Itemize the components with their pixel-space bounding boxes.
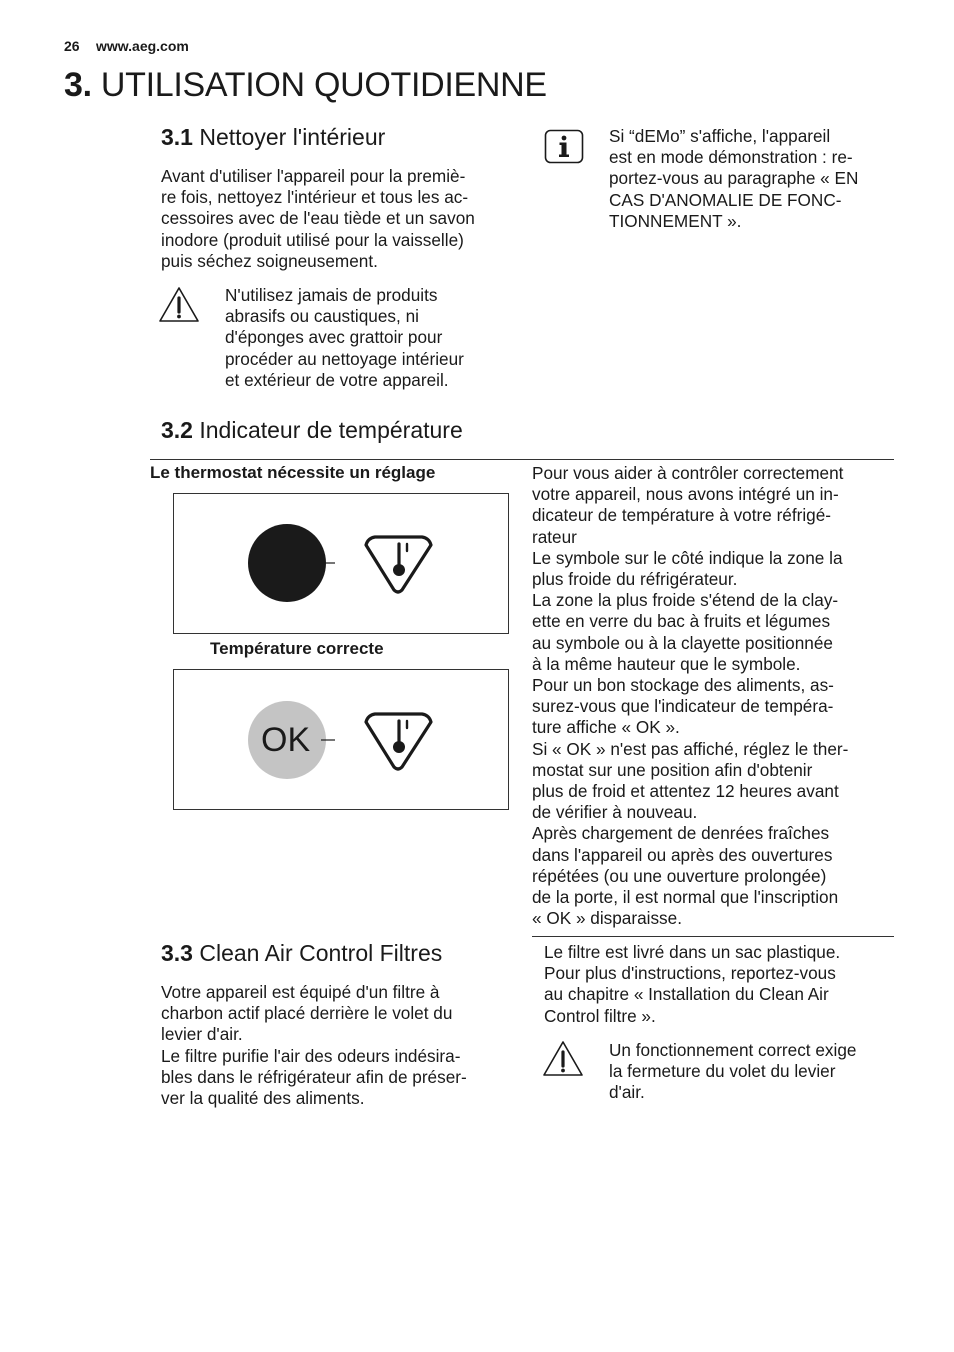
section-divider xyxy=(150,459,894,460)
chapter-title-text: UTILISATION QUOTIDIENNE xyxy=(100,66,547,104)
indicator-adjust-illustration xyxy=(174,494,510,635)
section-3-3-title: Clean Air Control Filtres xyxy=(199,940,443,966)
text-line: la fermeture du volet du levier xyxy=(609,1061,836,1082)
caption-adjust: Le thermostat nécessite un réglage xyxy=(150,463,436,482)
warning-icon xyxy=(542,1040,584,1078)
info-icon xyxy=(544,127,584,165)
section-3-1-text xyxy=(161,166,521,272)
text-line: Pour plus d'instructions, reportez-vous xyxy=(544,963,836,984)
chapter-number: 3. xyxy=(64,66,92,104)
indicator-figure-adjust xyxy=(173,493,509,634)
text-line: est en mode démonstration : re- xyxy=(609,147,853,168)
text-line: Pour un bon stockage des aliments, as- xyxy=(532,675,834,696)
text-line: La zone la plus froide s'étend de la clay- xyxy=(532,590,839,611)
text-line: Si “dEMo” s'affiche, l'appareil xyxy=(609,126,831,146)
info-note-text xyxy=(609,126,909,232)
chapter-title xyxy=(64,66,547,105)
text-line: votre appareil, nous avons intégré un in- xyxy=(532,484,839,505)
text-line: rateur xyxy=(532,526,577,547)
indicator-ok-illustration xyxy=(174,670,510,811)
text-line: d'éponges avec grattoir pour xyxy=(225,327,443,348)
text-line: Control filtre ». xyxy=(544,1005,656,1026)
section-3-2-title: Indicateur de température xyxy=(199,417,463,443)
text-line: levier d'air. xyxy=(161,1024,243,1045)
text-line: dans l'appareil ou après des ouvertures xyxy=(532,844,833,865)
section-3-1-number: 3.1 xyxy=(161,124,193,150)
text-line: mostat sur une position afin d'obtenir xyxy=(532,759,813,780)
text-line: d'air. xyxy=(609,1082,645,1103)
warning-icon xyxy=(158,286,200,324)
text-line: répétées (ou une ouverture prolongée) xyxy=(532,865,827,886)
text-line: plus de froid et attentez 12 heures avant xyxy=(532,781,839,802)
text-line: Pour vous aider à contrôler correctement xyxy=(532,463,844,483)
page-number: 26 xyxy=(64,38,80,54)
text-line: de la porte, il est normal que l'inscription xyxy=(532,887,839,908)
section-3-2-number: 3.2 xyxy=(161,417,193,443)
text-line: plus froide du réfrigérateur. xyxy=(532,569,738,590)
text-line: N'utilisez jamais de produits xyxy=(225,285,438,305)
section-divider xyxy=(532,936,894,937)
ok-label: OK xyxy=(261,721,311,759)
text-line: Votre appareil est équipé d'un filtre à xyxy=(161,982,440,1002)
text-line: Le filtre est livré dans un sac plastique. xyxy=(544,942,841,962)
text-line: « OK » disparaisse. xyxy=(532,908,682,929)
website-url[interactable]: www.aeg.com xyxy=(96,38,189,54)
text-line: Un fonctionnement correct exige xyxy=(609,1040,857,1060)
text-line: abrasifs ou caustiques, ni xyxy=(225,306,419,327)
text-line: cessoires avec de l'eau tiède et un savon xyxy=(161,208,475,229)
text-line: ture affiche « OK ». xyxy=(532,717,680,738)
text-line: au symbole ou à la clayette positionnée xyxy=(532,632,833,653)
text-line: charbon actif placé derrière le volet du xyxy=(161,1003,453,1024)
text-line: au chapitre « Installation du Clean Air xyxy=(544,984,829,1005)
text-line: re fois, nettoyez l'intérieur et tous les ac- xyxy=(161,187,469,208)
text-line: Si « OK » n'est pas affiché, réglez le ther- xyxy=(532,738,849,759)
text-line: inodore (produit utilisé pour la vaisselle) xyxy=(161,229,464,250)
text-line: de vérifier à nouveau. xyxy=(532,802,698,823)
section-3-1-warning xyxy=(225,285,525,391)
section-3-3-text-right xyxy=(544,942,904,1027)
text-line: Le filtre purifie l'air des odeurs indésira- xyxy=(161,1045,461,1066)
cold-zone-thermometer-icon xyxy=(366,537,431,592)
text-line: et extérieur de votre appareil. xyxy=(225,369,449,390)
section-3-3-heading xyxy=(161,940,442,967)
text-line: Après chargement de denrées fraîches xyxy=(532,823,830,844)
text-line: procéder au nettoyage intérieur xyxy=(225,348,464,369)
section-3-3-warning xyxy=(609,1040,909,1104)
text-line: Le symbole sur le côté indique la zone la xyxy=(532,547,843,568)
section-3-3-text-left xyxy=(161,982,521,1109)
text-line: surez-vous que l'indicateur de tempéra- xyxy=(532,696,834,717)
text-line: CAS D'ANOMALIE DE FONC- xyxy=(609,189,842,210)
cold-zone-thermometer-icon xyxy=(366,714,431,769)
indicator-dark-circle xyxy=(248,524,326,602)
section-3-2-heading xyxy=(161,417,463,444)
text-line: dicateur de température à votre réfrigé- xyxy=(532,505,832,526)
text-line: puis séchez soigneusement. xyxy=(161,250,378,271)
text-line: TIONNEMENT ». xyxy=(609,210,742,231)
text-line: ver la qualité des aliments. xyxy=(161,1088,365,1109)
text-line: à la même hauteur que le symbole. xyxy=(532,653,801,674)
indicator-figure-ok xyxy=(173,669,509,810)
text-line: bles dans le réfrigérateur afin de préser- xyxy=(161,1066,467,1087)
section-3-3-number: 3.3 xyxy=(161,940,193,966)
section-3-2-text xyxy=(532,463,894,929)
text-line: Avant d'utiliser l'appareil pour la premiè- xyxy=(161,166,466,186)
text-line: portez-vous au paragraphe « EN xyxy=(609,168,859,189)
text-line: ette en verre du bac à fruits et légumes xyxy=(532,611,831,632)
section-3-1-heading xyxy=(161,124,385,151)
caption-correct: Température correcte xyxy=(210,639,384,658)
section-3-1-title: Nettoyer l'intérieur xyxy=(199,124,386,150)
